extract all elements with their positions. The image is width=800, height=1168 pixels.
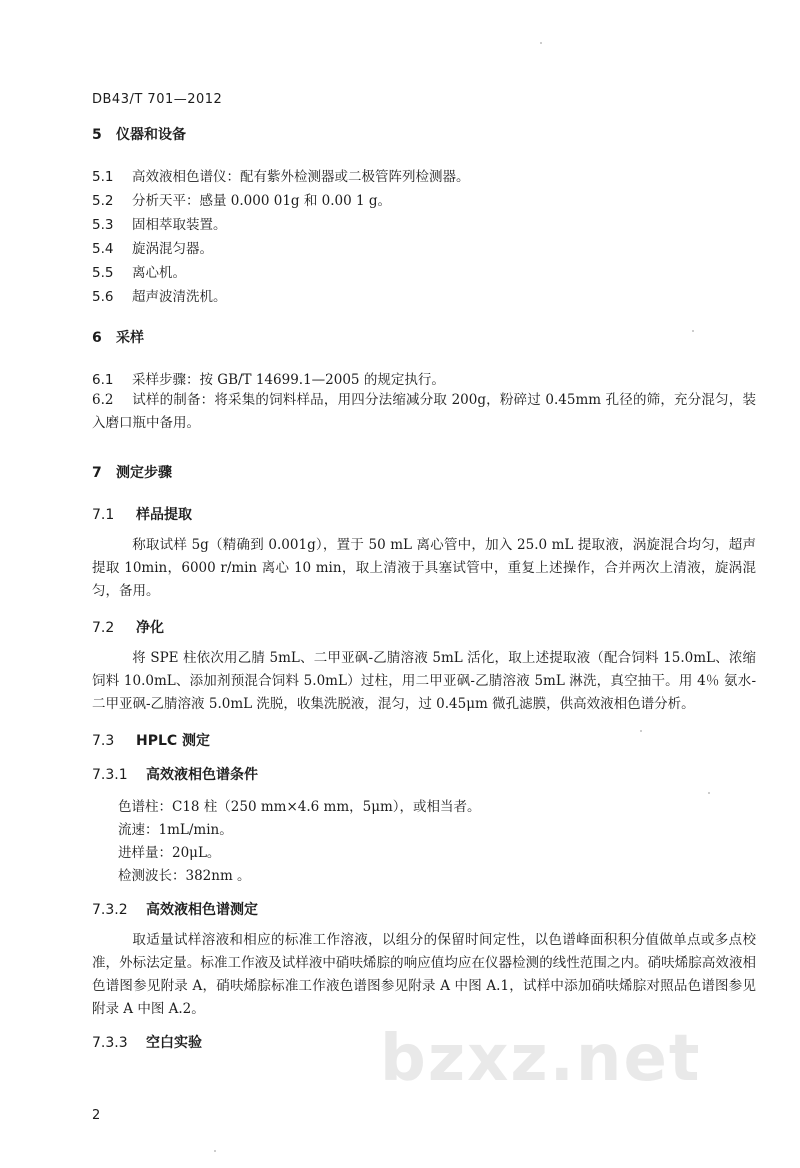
section-title: 采样 (116, 330, 144, 346)
subsection-7-3-3-heading (92, 1032, 202, 1052)
subsection-number: 7.2 (92, 620, 115, 636)
subsection-title: 高效液相色谱条件 (146, 767, 258, 783)
item-5-4 (92, 237, 213, 257)
item-5-1 (92, 165, 470, 185)
item-6-1 (92, 368, 445, 388)
subsection-7-3-1-heading (92, 764, 258, 784)
item-text: 固相萃取装置。 (132, 217, 227, 233)
subsection-7-2-heading (92, 617, 164, 637)
subsection-number: 7.3.2 (92, 902, 128, 918)
section-title: 测定步骤 (116, 465, 172, 481)
item-text: 分析天平：感量 0.000 01g 和 0.00 1 g。 (132, 193, 392, 209)
scan-speck (214, 1150, 216, 1152)
item-number: 5.4 (92, 241, 114, 257)
subsection-number: 7.1 (92, 507, 115, 523)
subsection-7-3-2-heading (92, 899, 258, 919)
subsection-title: 空白实验 (146, 1035, 202, 1051)
item-number: 5.2 (92, 193, 114, 209)
paragraph-7-2 (92, 647, 756, 716)
item-text: 旋涡混匀器。 (132, 241, 213, 257)
item-number: 5.1 (92, 169, 114, 185)
document-code: DB43/T 701—2012 (92, 92, 223, 107)
item-5-2 (92, 189, 391, 209)
item-5-6 (92, 285, 227, 305)
section-number: 5 (92, 127, 102, 143)
subsection-title: 净化 (136, 620, 164, 636)
item-number: 6.2 (92, 392, 114, 408)
section-6-heading (92, 327, 144, 347)
item-text: 超声波清洗机。 (132, 289, 227, 305)
page-number: 2 (92, 1108, 101, 1123)
subsection-title: HPLC 测定 (136, 733, 211, 749)
paragraph-text: 称取试样 5g（精确到 0.001g），置于 50 mL 离心管中，加入 25.0 mL 提取液，涡旋混合均匀，超声提取 10min，6000 r/min 离心 10 min，取上清液于具塞试管中，重复上述操作，合并两次上清液，旋涡混匀，备用。 (92, 537, 756, 599)
paragraph-7-1 (92, 534, 756, 603)
item-text: 高效液相色谱仪：配有紫外检测器或二极管阵列检测器。 (132, 169, 470, 185)
scan-speck (540, 42, 542, 44)
subsection-number: 7.3.3 (92, 1035, 128, 1051)
section-number: 7 (92, 465, 102, 481)
condition-flow-rate: 流速：1mL/min。 (118, 822, 233, 838)
section-number: 6 (92, 330, 102, 346)
paragraph-7-3-2 (92, 929, 756, 1021)
item-number: 5.3 (92, 217, 114, 233)
paragraph-text: 将 SPE 柱依次用乙腈 5mL、二甲亚砜-乙腈溶液 5mL 活化，取上述提取液（配合饲料 15.0mL、浓缩饲料 10.0mL、添加剂预混合饲料 5.0mL）过柱，用二甲亚砜-乙腈溶液 5mL 淋洗，真空抽干。用 4％ 氨水-二甲亚砜-乙腈溶液 5.0mL 洗脱，收集洗脱液，混匀，过 0.45μm 微孔滤膜，供高效液相色谱分析。 (92, 650, 756, 712)
section-title: 仪器和设备 (116, 127, 186, 143)
section-5-heading (92, 124, 186, 144)
subsection-number: 7.3 (92, 733, 115, 749)
scan-speck (692, 330, 694, 332)
condition-column: 色谱柱：C18 柱（250 mm×4.6 mm，5μm），或相当者。 (118, 799, 481, 815)
scan-speck (640, 730, 642, 732)
item-text: 试样的制备：将采集的饲料样品，用四分法缩减分取 200g，粉碎过 0.45mm 孔径的筛，充分混匀，装入磨口瓶中备用。 (92, 392, 756, 431)
item-text: 离心机。 (132, 265, 186, 281)
watermark: bzxz.net (380, 1022, 702, 1096)
subsection-7-1-heading (92, 504, 192, 524)
item-text: 采样步骤：按 GB/T 14699.1—2005 的规定执行。 (132, 372, 445, 388)
item-number: 5.6 (92, 289, 114, 305)
scan-speck (708, 792, 710, 794)
item-5-5 (92, 261, 186, 281)
subsection-title: 样品提取 (136, 507, 192, 523)
subsection-7-3-heading (92, 730, 210, 750)
item-number: 6.1 (92, 372, 114, 388)
subsection-number: 7.3.1 (92, 767, 128, 783)
item-5-3 (92, 213, 227, 233)
condition-injection-volume: 进样量：20μL。 (118, 845, 221, 861)
item-number: 5.5 (92, 265, 114, 281)
subsection-title: 高效液相色谱测定 (146, 902, 258, 918)
section-7-heading (92, 462, 172, 482)
item-6-2 (92, 389, 756, 435)
paragraph-text: 取适量试样溶液和相应的标准工作溶液，以组分的保留时间定性，以色谱峰面积积分值做单点或多点校准，外标法定量。标准工作液及试样液中硝呋烯腙的响应值均应在仪器检测的线性范围之内。硝呋烯腙高效液相色谱图参见附录 A，硝呋烯腙标准工作液色谱图参见附录 A 中图 A.1，试样中添加硝呋烯腙对照品色谱图参见附录 A 中图 A.2。 (92, 932, 756, 1017)
condition-wavelength: 检测波长：382nm 。 (118, 868, 251, 884)
